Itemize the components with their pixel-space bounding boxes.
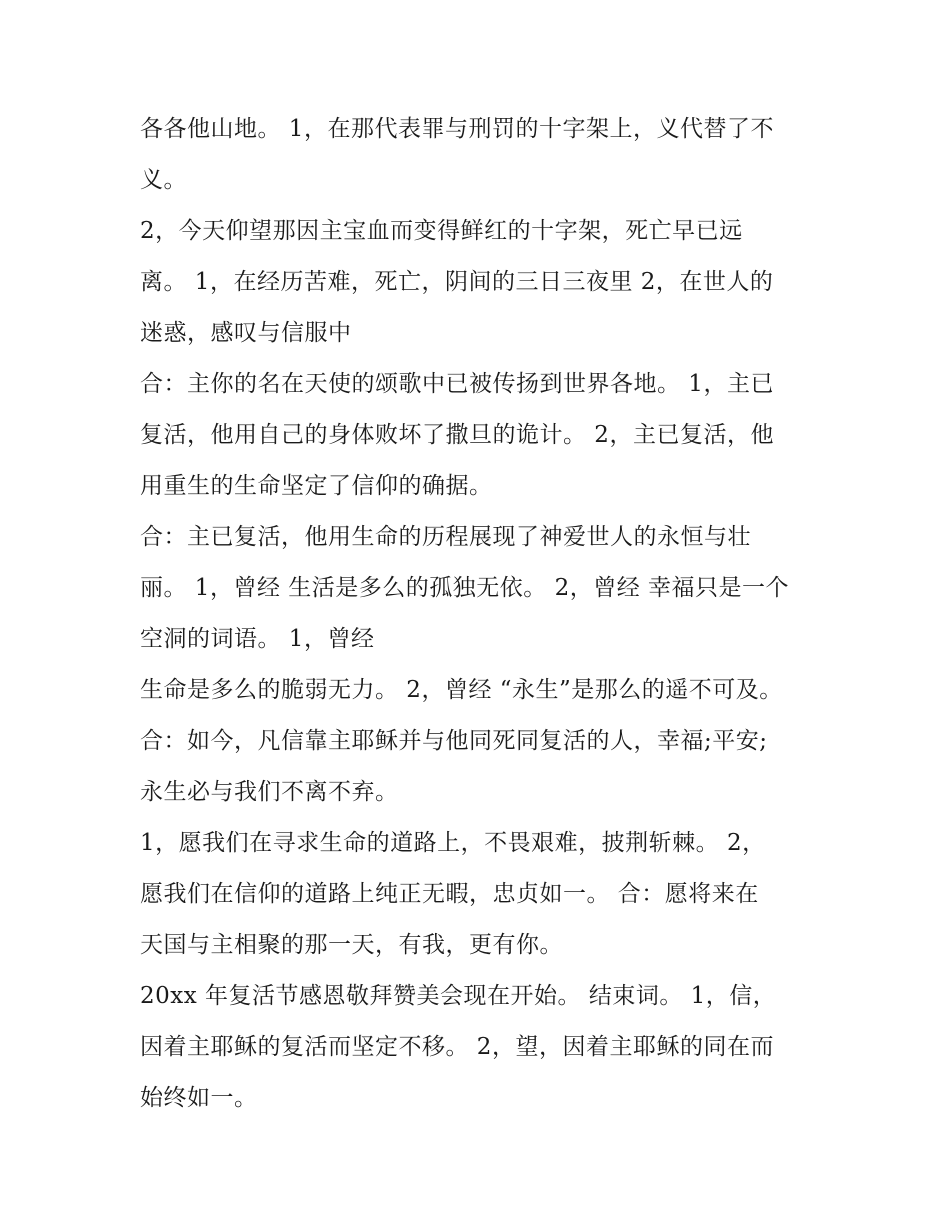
text-line: 迷惑，感叹与信服中 [140,320,352,346]
text-line: 天国与主相聚的那一天，有我，更有你。 [140,932,563,958]
text-line: 各各他山地。 1，在那代表罪与刑罚的十字架上，义代替了不 [140,116,774,142]
text-line: 2，今天仰望那因主宝血而变得鲜红的十字架，死亡早已远 [140,218,743,244]
document-body [140,104,820,1124]
text-line: 用重生的生命坚定了信仰的确据。 [140,473,493,499]
text-line: 空洞的词语。 1，曾经 [140,626,375,652]
text-line: 20xx 年复活节感恩敬拜赞美会现在开始。 结束词。 1，信， [140,983,777,1009]
text-line: 生命是多么的脆弱无力。 2，曾经 “永生”是那么的遥不可及。 [140,677,783,703]
text-line: 丽。 1，曾经 生活是多么的孤独无依。 2，曾经 幸福只是一个 [140,575,790,601]
text-line: 合：如今，凡信靠主耶稣并与他同死同复活的人，幸福;平安; [140,728,768,754]
text-line: 1，愿我们在寻求生命的道路上，不畏艰难，披荆斩棘。 2， [140,830,766,856]
text-line: 合：主你的名在天使的颂歌中已被传扬到世界各地。 1，主已 [140,371,774,397]
text-line: 因着主耶稣的复活而坚定不移。 2，望，因着主耶稣的同在而 [140,1034,774,1060]
text-line: 始终如一。 [140,1085,258,1111]
text-line: 义。 [140,167,187,193]
text-line: 复活，他用自己的身体败坏了撒旦的诡计。 2，主已复活，他 [140,422,774,448]
text-line: 离。 1，在经历苦难，死亡，阴间的三日三夜里 2，在世人的 [140,269,774,295]
text-line: 愿我们在信仰的道路上纯正无暇，忠贞如一。 合：愿将来在 [140,881,759,907]
text-line: 合：主已复活，他用生命的历程展现了神爱世人的永恒与壮 [140,524,751,550]
text-line: 永生必与我们不离不弃。 [140,779,399,805]
